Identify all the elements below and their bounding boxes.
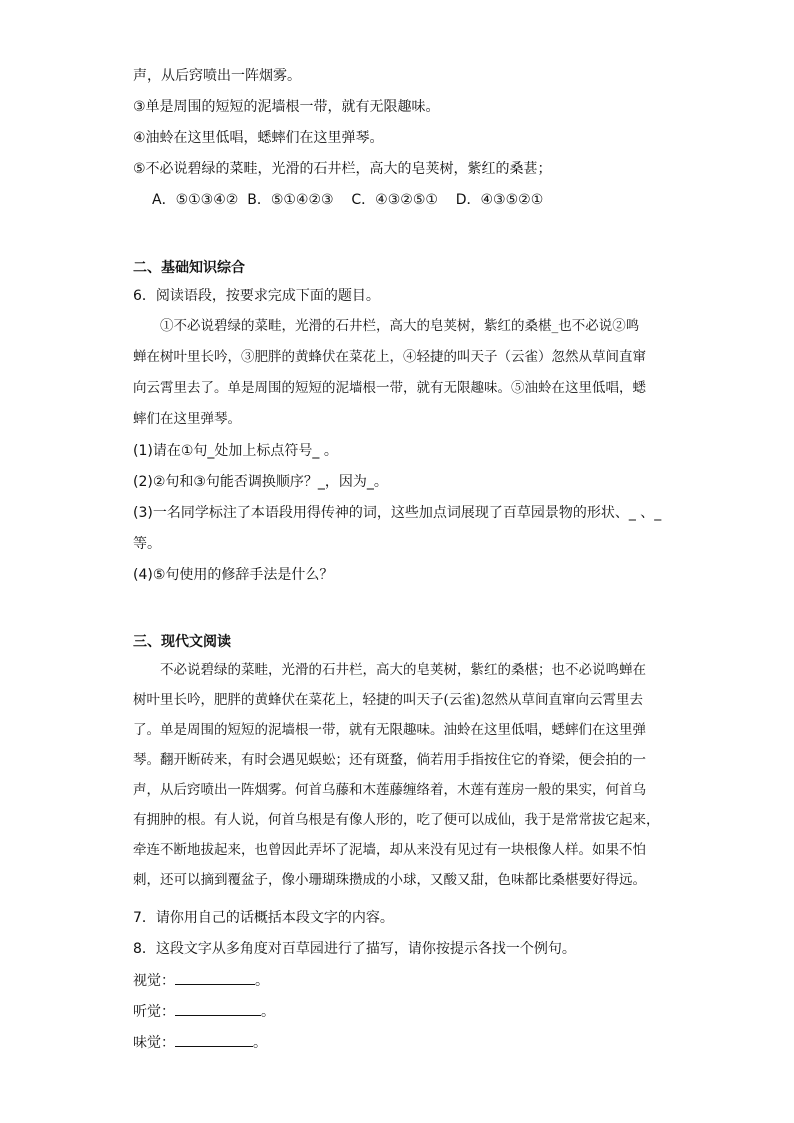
passage-line: 有拥肿的根。有人说，何首乌根是有像人形的，吃了便可以成仙，我于是常常拔它起来， (133, 812, 660, 828)
answer-end: 。 (255, 973, 269, 989)
passage-line: 刺，还可以摘到覆盆子，像小珊瑚珠攒成的小球，又酸又甜，色味都比桑椹要好得远。 (133, 872, 646, 888)
answer-label: 听觉： (133, 1004, 175, 1020)
sub-question-3: (3)一名同学标注了本语段用得传神的词，这些加点词展现了百草园景物的形状、_ 、_ (133, 505, 662, 521)
passage-line: 了。单是周围的短短的泥墙根一带，就有无限趣味。油蛉在这里低唱，蟋蟀们在这里弹 (133, 722, 646, 738)
passage-line: 不必说碧绿的菜畦，光滑的石井栏，高大的皂荚树，紫红的桑椹；也不必说鸣蝉在 (160, 662, 646, 678)
option-line-5: ⑤不必说碧绿的菜畦，光滑的石井栏，高大的皂荚树，紫红的桑葚； (133, 161, 552, 177)
answer-blank[interactable] (175, 1001, 261, 1016)
answer-blank[interactable] (175, 1032, 253, 1047)
passage-line: 蟀们在这里弹琴。 (133, 411, 241, 427)
question-8: 8．这段文字从多角度对百草园进行了描写，请你按提示各找一个例句。 (133, 941, 576, 957)
answer-row-taste (133, 1032, 267, 1053)
sub-question-4: (4)⑤句使用的修辞手法是什么？ (133, 567, 334, 583)
sub-question-1: (1)请在①句_处加上标点符号_ 。 (133, 443, 338, 459)
question-7: 7．请你用自己的话概括本段文字的内容。 (133, 910, 394, 926)
passage-line: 声，从后窍喷出一阵烟雾。何首乌藤和木莲藤缠络着，木莲有莲房一般的果实，何首乌 (133, 782, 646, 798)
answer-end: 。 (253, 1035, 267, 1051)
answer-label: 味觉： (133, 1035, 175, 1051)
section-heading-3: 三、现代文阅读 (133, 634, 231, 650)
answer-row-auditory (133, 1001, 275, 1022)
passage-line: 牵连不断地拔起来，也曾因此弄坏了泥墙，却从来没有见过有一块根像人样。如果不怕 (133, 842, 646, 858)
sub-question-3-cont: 等。 (133, 536, 161, 552)
question-6: 6．阅读语段，按要求完成下面的题目。 (133, 288, 380, 304)
answer-row-visual (133, 970, 269, 991)
option-line-1: 声，从后窍喷出一阵烟雾。 (133, 68, 301, 84)
passage-line: 向云霄里去了。单是周围的短短的泥墙根一带，就有无限趣味。⑤油蛉在这里低唱，蟋 (133, 380, 646, 396)
passage-line: ①不必说碧绿的菜畦，光滑的石井栏，高大的皂荚树，紫红的桑椹_也不必说②鸣 (160, 318, 640, 334)
option-line-3: ③单是周围的短短的泥墙根一带，就有无限趣味。 (133, 99, 440, 115)
passage-line: 树叶里长吟，肥胖的黄蜂伏在菜花上，轻捷的叫天子(云雀)忽然从草间直窜向云霄里去 (133, 692, 644, 708)
answer-blank[interactable] (175, 970, 255, 985)
section-heading-2: 二、基础知识综合 (133, 260, 245, 276)
answer-label: 视觉： (133, 973, 175, 989)
option-line-4: ④油蛉在这里低唱，蟋蟀们在这里弹琴。 (133, 130, 384, 146)
sub-question-2: (2)②句和③句能否调换顺序？_，因为_。 (133, 474, 388, 490)
answer-options: A．⑤①③④② B．⑤①④②③ C．④③②⑤① D．④③⑤②① (152, 192, 544, 208)
answer-end: 。 (261, 1004, 275, 1020)
passage-line: 蝉在树叶里长吟，③肥胖的黄蜂伏在菜花上，④轻捷的叫天子（云雀）忽然从草间直窜 (133, 349, 646, 365)
passage-line: 琴。翻开断砖来，有时会遇见蜈蚣；还有斑蝥，倘若用手指按住它的脊梁，便会拍的一 (133, 752, 646, 768)
